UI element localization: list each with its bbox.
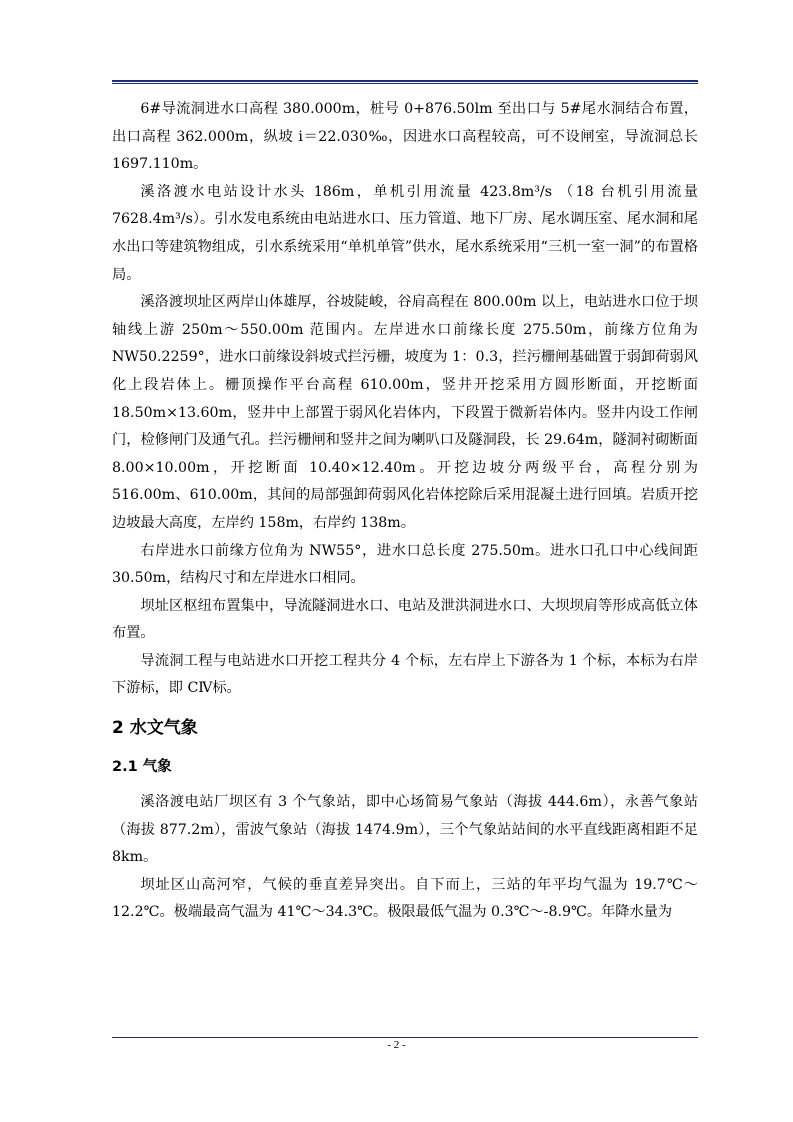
header-rule [112, 80, 698, 84]
paragraph-left-bank-intake: 溪洛渡坝址区两岸山体雄厚，谷坡陡峻，谷肩高程在 800.00m 以上，电站进水口位于坝轴线上游 250m～550.00m 范围内。左岸进水口前缘长度 275.50m，前缘方位角为 NW50.2259°，进水口前缘设斜坡式拦污栅，坡度为 1：0.3，拦污栅闸基础置于弱卸荷弱风化上段岩体上。栅顶操作平台高程 610.00m，竖井开挖采用方圆形断面，开挖断面 18.50m×13.60m，竖井中上部置于弱风化岩体内，下段置于微新岩体内。竖井内设工作闸门，检修闸门及通气孔。拦污栅闸和竖井之间为喇叭口及隧洞段，长 29.64m，隧洞衬砌断面 8.00×10.00m，开挖断面 10.40×12.40m。开挖边坡分两级平台，高程分别为 516.00m、610.00m，其间的局部强卸荷弱风化岩体挖除后采用混凝土进行回填。岩质开挖边坡最大高度，左岸约 158m，右岸约 138m。 [112, 294, 698, 531]
page-number: - 2 - [387, 1039, 406, 1051]
paragraph-diversion-tunnel: 6#导流洞进水口高程 380.000m，桩号 0+876.50lm 至出口与 5#尾水洞结合布置，出口高程 362.000m，纵坡 i＝22.030‰，因进水口高程较高，可不设闸室，导流洞总长 1697.110m。 [112, 101, 698, 173]
paragraph-power-station-design: 溪洛渡水电站设计水头 186m，单机引用流量 423.8m³/s （18 台机引用流量 7628.4m³/s）。引水发电系统由电站进水口、压力管道、地下厂房、尾水调压室、尾水洞和尾水出口等建筑物组成，引水系统采用“单机单管”供水，尾水系统采用“三机一室一洞”的布置格局。 [112, 183, 698, 283]
paragraph-right-bank-intake: 右岸进水口前缘方位角为 NW55°，进水口总长度 275.50m。进水口孔口中心线间距 30.50m，结构尺寸和左岸进水口相同。 [112, 542, 698, 587]
document-body [112, 96, 698, 927]
paragraph-weather-stations: 溪洛渡电站厂坝区有 3 个气象站，即中心场简易气象站（海拔 444.6m），永善气象站（海拔 877.2m），雷波气象站（海拔 1474.9m），三个气象站站间的水平直线距离相距不足 8km。 [112, 794, 698, 866]
subsection-heading: 2.1 气象 [112, 759, 172, 776]
section-heading: 2 水文气象 [112, 718, 198, 739]
paragraph-contract-sections: 导流洞工程与电站进水口开挖工程共分 4 个标，左右岸上下游各为 1 个标，本标为右岸下游标，即 CⅣ标。 [112, 652, 698, 697]
paragraph-climate: 坝址区山高河窄，气候的垂直差异突出。自下而上，三站的年平均气温为 19.7℃～12.2℃。极端最高气温为 41℃～34.3℃。极限最低气温为 0.3℃～-8.9℃。年降水量为 [112, 876, 698, 921]
footer-rule [112, 1037, 698, 1038]
paragraph-layout: 坝址区枢纽布置集中，导流隧洞进水口、电站及泄洪洞进水口、大坝坝肩等形成高低立体布置。 [112, 597, 698, 642]
